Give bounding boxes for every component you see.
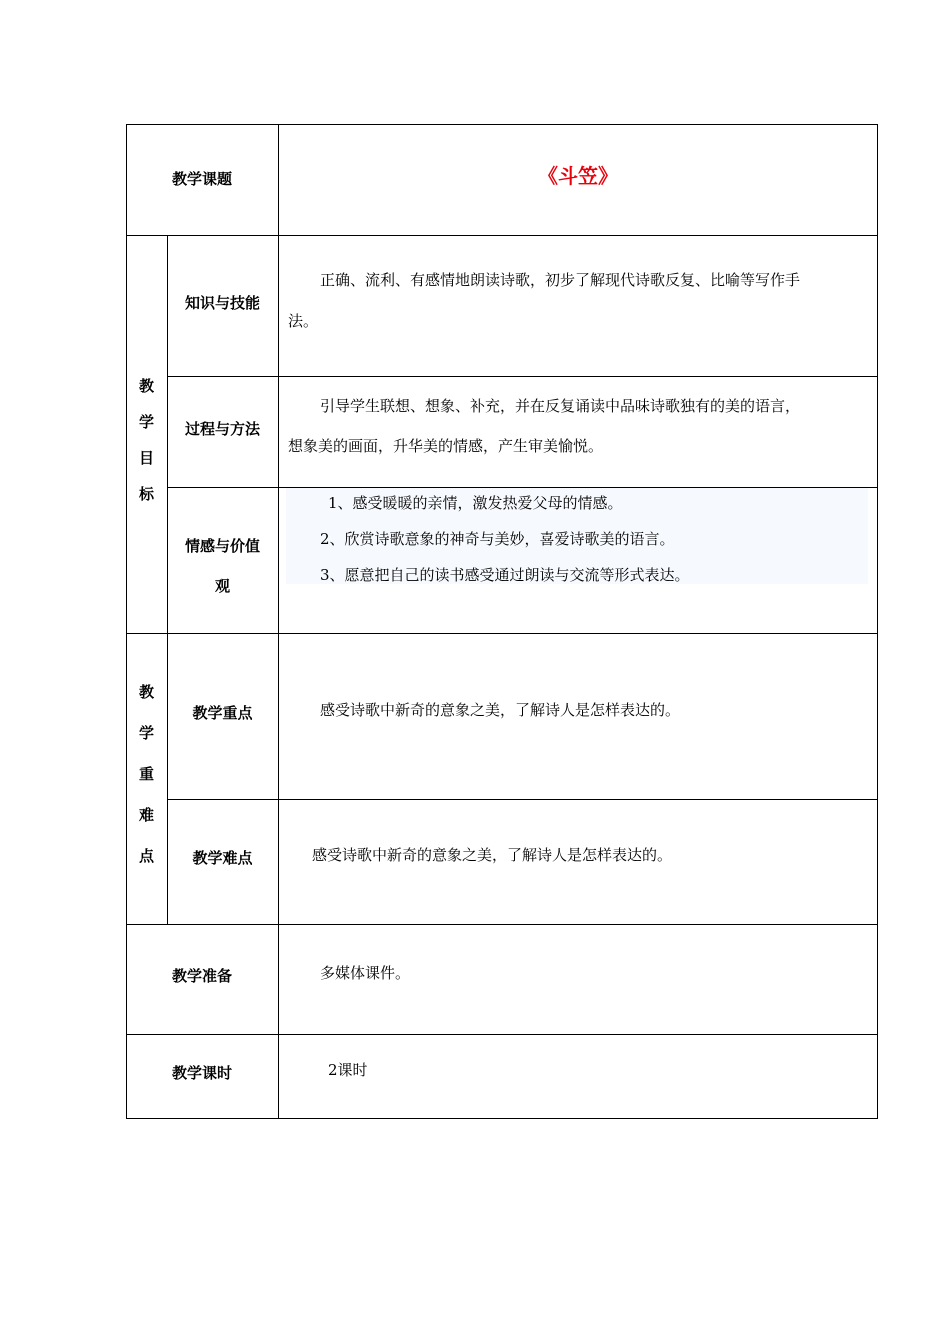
knowledge-label: 知识与技能 [184, 294, 260, 312]
emotion-item-1: 1、感受暖暖的亲情，激发热爱父母的情感。 [328, 494, 623, 512]
focus-text: 感受诗歌中新奇的意象之美，了解诗人是怎样表达的。 [320, 701, 681, 719]
objectives-char: 目 [138, 449, 154, 467]
process-text-line1: 引导学生联想、想象、补充，并在反复诵读中品味诗歌独有的美的语言， [320, 397, 801, 415]
knowledge-text-line2: 法。 [288, 312, 319, 330]
topic-title: 《斗笠》 [538, 164, 618, 188]
keypoints-char: 重 [138, 765, 154, 783]
emotion-label-line1: 情感与价值 [184, 537, 260, 555]
row-divider-topic [126, 235, 878, 236]
row-divider-objectives [126, 633, 878, 634]
objectives-char: 教 [138, 377, 154, 395]
focus-label: 教学重点 [192, 704, 253, 722]
keypoints-char: 难 [138, 806, 154, 824]
objectives-char: 标 [138, 485, 154, 503]
table-border-right [877, 124, 878, 1119]
objectives-group-label [126, 368, 167, 512]
row-divider-focus [167, 799, 878, 800]
emotion-item-2: 2、欣赏诗歌意象的神奇与美妙，喜爱诗歌美的语言。 [320, 530, 675, 548]
row-divider-keypoints [126, 924, 878, 925]
col-divider-main [278, 124, 279, 1119]
emotion-label [167, 526, 278, 606]
process-label: 过程与方法 [184, 420, 260, 438]
objectives-char: 学 [138, 413, 154, 431]
topic-label: 教学课题 [171, 170, 232, 188]
knowledge-text-line1: 正确、流利、有感情地朗读诗歌，初步了解现代诗歌反复、比喻等写作手 [320, 271, 801, 289]
difficulty-label: 教学难点 [192, 849, 253, 867]
keypoints-char: 教 [138, 683, 154, 701]
preparation-label: 教学准备 [171, 967, 232, 985]
periods-text: 2课时 [328, 1061, 368, 1079]
keypoints-char: 点 [138, 847, 154, 865]
emotion-item-3: 3、愿意把自己的读书感受通过朗读与交流等形式表达。 [320, 566, 690, 584]
preparation-text: 多媒体课件。 [320, 964, 411, 982]
row-divider-preparation [126, 1034, 878, 1035]
periods-label: 教学课时 [171, 1064, 232, 1082]
emotion-label-line2: 观 [214, 577, 230, 595]
process-text-line2: 想象美的画面，升华美的情感，产生审美愉悦。 [288, 437, 604, 455]
keypoints-char: 学 [138, 724, 154, 742]
table-border-bottom [126, 1118, 878, 1119]
table-border-top [126, 124, 878, 125]
difficulty-text: 感受诗歌中新奇的意象之美，了解诗人是怎样表达的。 [312, 846, 673, 864]
keypoints-group-label [126, 672, 167, 877]
row-divider-knowledge [167, 376, 878, 377]
